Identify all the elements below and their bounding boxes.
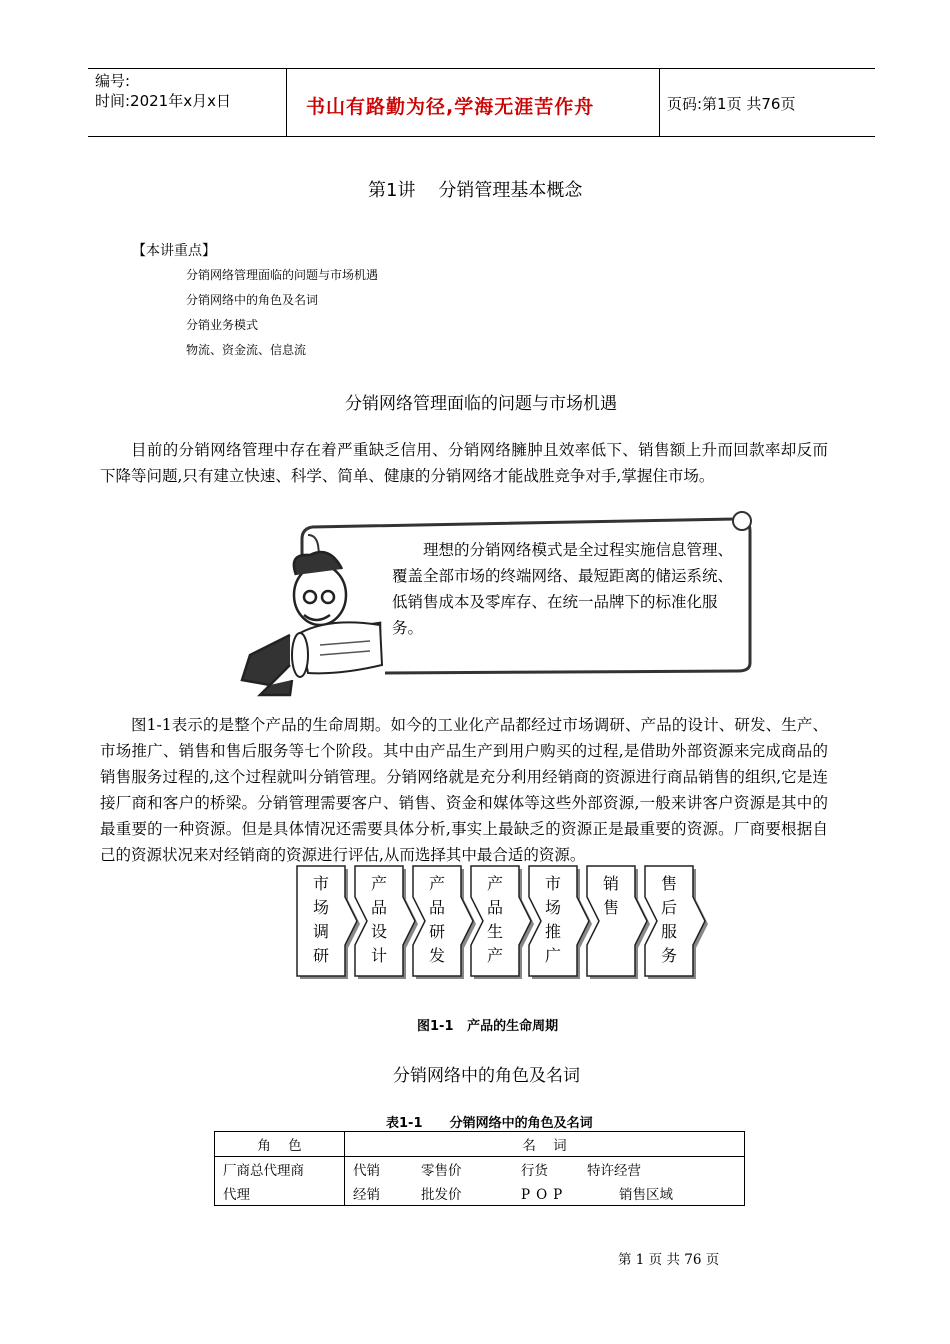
table-row (215, 1181, 745, 1206)
page-footer: 第 1 页 共 76 页 (618, 1252, 720, 1268)
term: 零售价 (421, 1163, 462, 1179)
section-heading: 分销网络中的角色及名词 (393, 1066, 580, 1086)
header-divider (659, 68, 660, 136)
term: POP (521, 1187, 569, 1203)
role-cell: 厂商总代理商 (215, 1157, 345, 1182)
time-label: 时间:2021年x月x日 (95, 92, 231, 110)
header-bottom-rule (88, 136, 875, 137)
paragraph: 目前的分销网络管理中存在着严重缺乏信用、分销网络臃肿且效率低下、销售额上升而回款率却反而下降等问题,只有建立快速、科学、简单、健康的分销网络才能战胜竞争对手,掌握住市场。 (100, 441, 828, 485)
table-caption: 表1-1 分销网络中的角色及名词 (386, 1116, 593, 1131)
header-divider (286, 68, 287, 136)
section-heading: 分销网络管理面临的问题与市场机遇 (345, 394, 617, 414)
key-point-item: 分销网络中的角色及名词 (186, 293, 319, 307)
flow-step-label: 产品研发 (428, 874, 445, 965)
flow-step-label: 市场调研 (312, 874, 329, 965)
paragraph: 图1-1表示的是整个产品的生命周期。如今的工业化产品都经过市场调研、产品的设计、研发、生产、市场推广、销售和售后服务等七个阶段。其中由产品生产到用户购买的过程,是借助外部资源来完成商品的销售服务过程的,这个过程就叫分销管理。分销网络就是充分利用经销商的资源进行商品销售的组织,它是连接厂商和客户的桥梁。分销管理需要客户、销售、资金和媒体等这些外部资源,一般来讲客户资源是其中的最重要的一种资源。但是具体情况还需要具体分析,事实上最缺乏的资源正是最重要的资源。厂商要根据自己的资源状况来对经销商的资源进行评估,从而选择其中最合适的资源。 (100, 716, 828, 864)
term: 特许经营 (587, 1163, 641, 1179)
term: 行货 (521, 1163, 548, 1179)
term: 销售区域 (619, 1187, 673, 1203)
figure-caption: 图1-1 产品的生命周期 (417, 1019, 559, 1034)
motto: 书山有路勤为径,学海无涯苦作舟 (306, 96, 595, 118)
scroll-text: 理想的分销网络模式是全过程实施信息管理、覆盖全部市场的终端网络、最短距离的储运系统、低销售成本及零库存、在统一品牌下的标准化服务。 (392, 541, 734, 637)
page-title: 第1讲 分销管理基本概念 (368, 180, 583, 201)
flow-step-label: 产品设计 (370, 874, 387, 965)
flow-step-label: 售后服务 (660, 874, 677, 965)
term: 批发价 (421, 1187, 462, 1203)
col-role-header: 角 色 (215, 1132, 345, 1157)
key-point-item: 物流、资金流、信息流 (186, 343, 307, 357)
flow-step-label: 市场推广 (544, 874, 561, 965)
page-label: 页码:第1页 共76页 (667, 95, 796, 113)
term: 代销 (353, 1163, 380, 1179)
key-points-heading: 【本讲重点】 (132, 243, 216, 259)
flow-step-label: 销售 (602, 874, 619, 917)
header-top-rule (88, 68, 875, 69)
role-cell: 代理 (215, 1181, 345, 1206)
key-point-item: 分销网络管理面临的问题与市场机遇 (186, 268, 379, 282)
key-point-item: 分销业务模式 (186, 318, 259, 332)
number-label: 编号: (95, 72, 131, 90)
table-row (215, 1157, 745, 1182)
col-terms-header: 名 词 (345, 1132, 745, 1157)
terms-cell (345, 1181, 745, 1206)
terms-cell (345, 1157, 745, 1182)
term: 经销 (353, 1187, 380, 1203)
terms-table (214, 1131, 745, 1206)
table-header-row (215, 1132, 745, 1157)
flow-step-label: 产品生产 (486, 874, 503, 965)
